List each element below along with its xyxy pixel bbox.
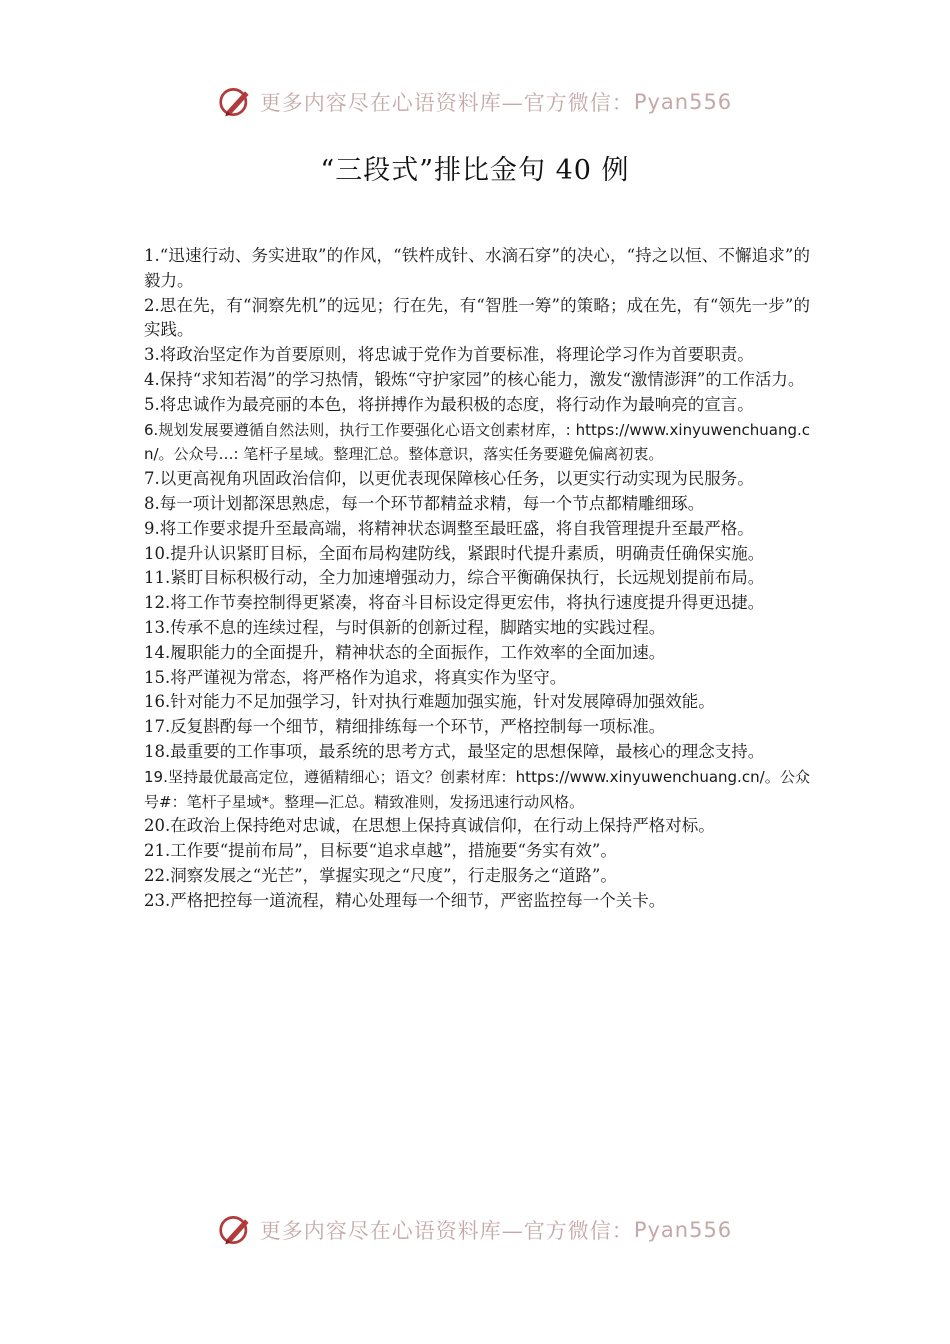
document-body <box>144 244 810 914</box>
list-item: 1.“迅速行动、务实进取”的作风，“铁杵成针、水滴石穿”的决心，“持之以恒、不懈追求”的毅力。 <box>144 246 810 290</box>
list-item: 13.传承不息的连续过程，与时俱新的创新过程，脚踏实地的实践过程。 <box>144 617 666 637</box>
list-item: 5.将忠诚作为最亮丽的本色，将拼搏作为最积极的态度，将行动作为最响亮的宣言。 <box>144 394 754 414</box>
list-item: 10.提升认识紧盯目标，全面布局构建防线，紧跟时代提升素质，明确责任确保实施。 <box>144 543 765 563</box>
list-item: 23.严格把控每一道流程，精心处理每一个细节，严密监控每一个关卡。 <box>144 890 666 910</box>
list-item: 6.规划发展要遵循自然法则，执行工作要强化心语文创素材库，: https://www.xinyuwenchuang.cn/。公众号…: 笔杆子星域。整理汇总。整体意识，落实任务要避免偏离初衷。 <box>144 420 810 464</box>
list-item: 9.将工作要求提升至最高端，将精神状态调整至最旺盛，将自我管理提升至最严格。 <box>144 518 754 538</box>
banner-text: 更多内容尽在心语资料库—官方微信： <box>259 91 634 115</box>
list-item: 18.最重要的工作事项，最系统的思考方式，最坚定的思想保障，最核心的理念支持。 <box>144 741 765 761</box>
list-item: 20.在政治上保持绝对忠诚，在思想上保持真诚信仰，在行动上保持严格对标。 <box>144 816 715 836</box>
header-watermark-banner <box>0 80 950 124</box>
list-item: 11.紧盯目标积极行动，全力加速增强动力，综合平衡确保执行，长远规划提前布局。 <box>144 568 765 588</box>
list-item: 7.以更高视角巩固政治信仰，以更优表现保障核心任务，以更实行动实现为民服务。 <box>144 469 754 489</box>
list-item: 22.洞察发展之“光芒”，掌握实现之“尺度”，行走服务之“道路”。 <box>144 865 617 885</box>
list-item: 19.坚持最优最高定位，遵循精细心；语文？创素材库：https://www.xinyuwenchuang.cn/。公众号#：笔杆子星域*。整理—汇总。精致准则，发扬迅速行动风格。 <box>144 767 810 811</box>
list-item: 14.履职能力的全面提升，精神状态的全面振作，工作效率的全面加速。 <box>144 642 666 662</box>
footer-watermark-banner <box>0 1208 950 1252</box>
page-title: “三段式”排比金句 40 例 <box>320 155 630 186</box>
list-item: 12.将工作节奏控制得更紧凑，将奋斗目标设定得更宏伟，将执行速度提升得更迅捷。 <box>144 593 765 613</box>
list-item: 4.保持“求知若渴”的学习热情，锻炼“守护家园”的核心能力，激发“激情澎湃”的工作活力。 <box>144 369 805 389</box>
pen-logo-icon <box>218 84 254 120</box>
banner-wechat-id: Pyan556 <box>633 1218 733 1242</box>
list-item: 8.每一项计划都深思熟虑，每一个环节都精益求精，每一个节点都精雕细琢。 <box>144 493 705 513</box>
list-item: 16.针对能力不足加强学习，针对执行难题加强实施，针对发展障碍加强效能。 <box>144 692 715 712</box>
list-item: 21.工作要“提前布局”，目标要“追求卓越”，措施要“务实有效”。 <box>144 841 617 861</box>
pen-logo-icon <box>218 1212 254 1248</box>
list-item: 17.反复斟酌每一个细节，精细排练每一个环节，严格控制每一项标准。 <box>144 717 666 737</box>
list-item: 2.思在先，有“洞察先机”的远见；行在先，有“智胜一筹”的策略；成在先，有“领先一步”的实践。 <box>144 295 810 340</box>
list-item: 3.将政治坚定作为首要原则，将忠诚于党作为首要标准，将理论学习作为首要职责。 <box>144 345 754 365</box>
banner-wechat-id: Pyan556 <box>633 90 733 114</box>
banner-text: 更多内容尽在心语资料库—官方微信： <box>259 1219 634 1243</box>
list-item: 15.将严谨视为常态，将严格作为追求，将真实作为坚守。 <box>144 667 567 687</box>
